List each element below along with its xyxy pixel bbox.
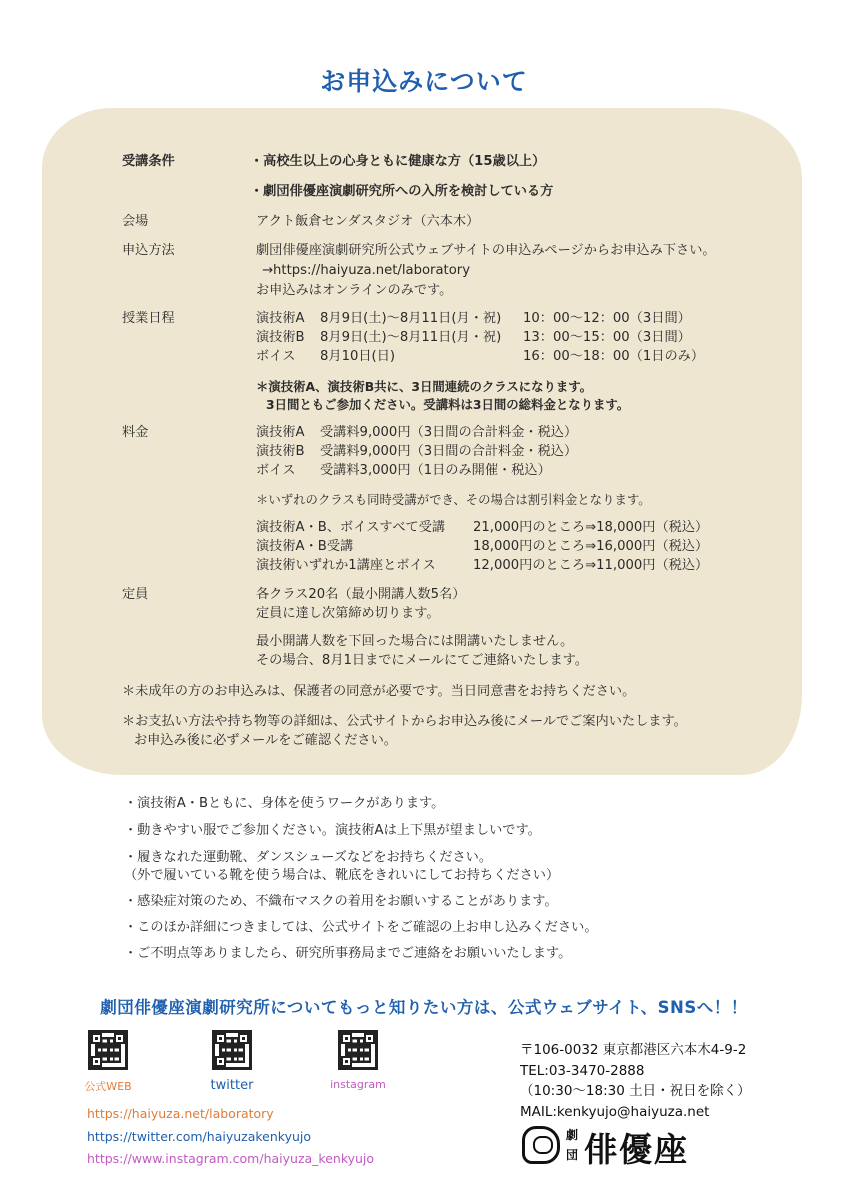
capacity-label: 定員 bbox=[122, 587, 149, 602]
list-item: ・ご不明点等ありましたら、研究所事務局までご連絡をお願いいたします。 bbox=[124, 946, 572, 961]
logo-small-text: 団 bbox=[566, 1148, 579, 1162]
apply-online-note: お申込みはオンラインのみです。 bbox=[256, 283, 453, 298]
apply-label: 申込方法 bbox=[122, 243, 175, 258]
fee-class: 演技術B bbox=[256, 444, 305, 459]
logo-main-text: 俳優座 bbox=[584, 1130, 689, 1169]
schedule-row bbox=[256, 309, 691, 328]
list-item: ・感染症対策のため、不織布マスクの着用をお願いすることがあります。 bbox=[124, 894, 558, 909]
schedule-class: ボイス bbox=[256, 349, 296, 364]
fee-price: 受講料3,000円（1日のみ開催・税込） bbox=[320, 463, 551, 478]
haiyuza-logo bbox=[522, 1124, 712, 1168]
qr-label-instagram: instagram bbox=[330, 1078, 386, 1091]
fee-row bbox=[256, 442, 577, 461]
discount-price: 21,000円のところ⇒18,000円（税込） bbox=[473, 520, 709, 535]
contact-address: 〒106-0032 東京都港区六本木4-9-2 bbox=[520, 1042, 747, 1058]
discount-row bbox=[256, 537, 708, 556]
schedule-label: 授業日程 bbox=[122, 311, 175, 326]
capacity-line: 定員に達し次第締め切ります。 bbox=[256, 606, 440, 621]
venue-value: アクト飯倉センダスタジオ（六本木） bbox=[256, 214, 480, 229]
fee-price: 受講料9,000円（3日間の合計料金・税込） bbox=[320, 444, 578, 459]
logo-small-text: 劇 bbox=[566, 1128, 579, 1142]
schedule-date: 8月9日(土)〜8月11日(月・祝) bbox=[320, 311, 502, 326]
fee-class: ボイス bbox=[256, 463, 296, 478]
apply-link[interactable]: →https://haiyuza.net/laboratory bbox=[262, 263, 471, 278]
fee-discount-note: ＊いずれのクラスも同時受講ができ、その場合は割引料金となります。 bbox=[256, 492, 651, 507]
page-title: お申込みについて bbox=[320, 67, 528, 96]
list-item: ・動きやすい服でご参加ください。演技術Aは上下黒が望ましいです。 bbox=[124, 823, 541, 838]
schedule-class: 演技術A bbox=[256, 311, 305, 326]
discount-combo: 演技術いずれか1講座とボイス bbox=[256, 558, 436, 573]
schedule-date: 8月10日(日) bbox=[320, 349, 396, 364]
discount-row bbox=[256, 518, 708, 537]
list-item: ・履きなれた運動靴、ダンスシューズなどをお持ちください。 bbox=[124, 850, 493, 865]
conditions-label: 受講条件 bbox=[122, 154, 175, 169]
link-web[interactable]: https://haiyuza.net/laboratory bbox=[87, 1106, 274, 1121]
payment-note: ＊お支払い方法や持ち物等の詳細は、公式サイトからお申込み後にメールでご案内いたします。 bbox=[122, 714, 687, 729]
fee-row bbox=[256, 423, 577, 442]
minor-consent-note: ＊未成年の方のお申込みは、保護者の同意が必要です。当日同意書をお持ちください。 bbox=[122, 684, 636, 699]
capacity-line: その場合、8月1日までにメールにてご連絡いたします。 bbox=[256, 653, 588, 668]
fee-row bbox=[256, 461, 551, 480]
capacity-line: 各クラス20名（最小開講人数5名） bbox=[256, 587, 466, 602]
fee-label: 料金 bbox=[122, 425, 149, 440]
schedule-time: 13：00〜15：00（3日間） bbox=[523, 330, 691, 345]
schedule-note: ＊演技術A、演技術B共に、3日間連続のクラスになります。 bbox=[256, 379, 593, 394]
qr-code-web[interactable] bbox=[88, 1030, 128, 1070]
schedule-time: 10：00〜12：00（3日間） bbox=[523, 311, 691, 326]
condition-intent: ・劇団俳優座演劇研究所への入所を検討している方 bbox=[250, 184, 554, 199]
fee-price: 受講料9,000円（3日間の合計料金・税込） bbox=[320, 425, 578, 440]
capacity-line: 最小開講人数を下回った場合には開講いたしません。 bbox=[256, 634, 574, 649]
discount-combo: 演技術A・B受講 bbox=[256, 539, 354, 554]
discount-row bbox=[256, 556, 708, 575]
logo-mark-icon bbox=[522, 1126, 560, 1164]
schedule-time: 16：00〜18：00（1日のみ） bbox=[523, 349, 705, 364]
discount-price: 18,000円のところ⇒16,000円（税込） bbox=[473, 539, 709, 554]
schedule-note: 3日間ともご参加ください。受講料は3日間の総料金となります。 bbox=[266, 397, 630, 412]
link-instagram[interactable]: https://www.instagram.com/haiyuza_kenkyujo bbox=[87, 1151, 375, 1166]
contact-mail: MAIL:kenkyujo@haiyuza.net bbox=[520, 1104, 710, 1120]
payment-note: お申込み後に必ずメールをご確認ください。 bbox=[134, 733, 397, 748]
venue-label: 会場 bbox=[122, 214, 149, 229]
discount-price: 12,000円のところ⇒11,000円（税込） bbox=[473, 558, 709, 573]
qr-code-twitter[interactable] bbox=[212, 1030, 252, 1070]
discount-combo: 演技術A・B、ボイスすべて受講 bbox=[256, 520, 446, 535]
qr-label-web: 公式WEB bbox=[84, 1080, 132, 1093]
schedule-row bbox=[256, 347, 704, 366]
cta-heading: 劇団俳優座演劇研究所についてもっと知りたい方は、公式ウェブサイト、SNSへ！！ bbox=[100, 998, 748, 1017]
schedule-row bbox=[256, 328, 691, 347]
list-item: （外で履いている靴を使う場合は、靴底をきれいにしてお持ちください） bbox=[124, 868, 560, 883]
list-item: ・演技術A・Bともに、身体を使うワークがあります。 bbox=[124, 796, 445, 811]
qr-code-instagram[interactable] bbox=[338, 1030, 378, 1070]
contact-hours: （10:30〜18:30 土日・祝日を除く） bbox=[520, 1083, 751, 1099]
link-twitter[interactable]: https://twitter.com/haiyuzakenkyujo bbox=[87, 1129, 312, 1144]
contact-tel: TEL:03-3470-2888 bbox=[520, 1063, 645, 1079]
schedule-class: 演技術B bbox=[256, 330, 305, 345]
fee-class: 演技術A bbox=[256, 425, 305, 440]
list-item: ・このほか詳細につきましては、公式サイトをご確認の上お申し込みください。 bbox=[124, 920, 598, 935]
condition-age: ・高校生以上の心身ともに健康な方（15歳以上） bbox=[250, 154, 546, 169]
schedule-date: 8月9日(土)〜8月11日(月・祝) bbox=[320, 330, 502, 345]
apply-line: 劇団俳優座演劇研究所公式ウェブサイトの申込みページからお申込み下さい。 bbox=[256, 243, 716, 258]
qr-label-twitter: twitter bbox=[210, 1078, 254, 1093]
